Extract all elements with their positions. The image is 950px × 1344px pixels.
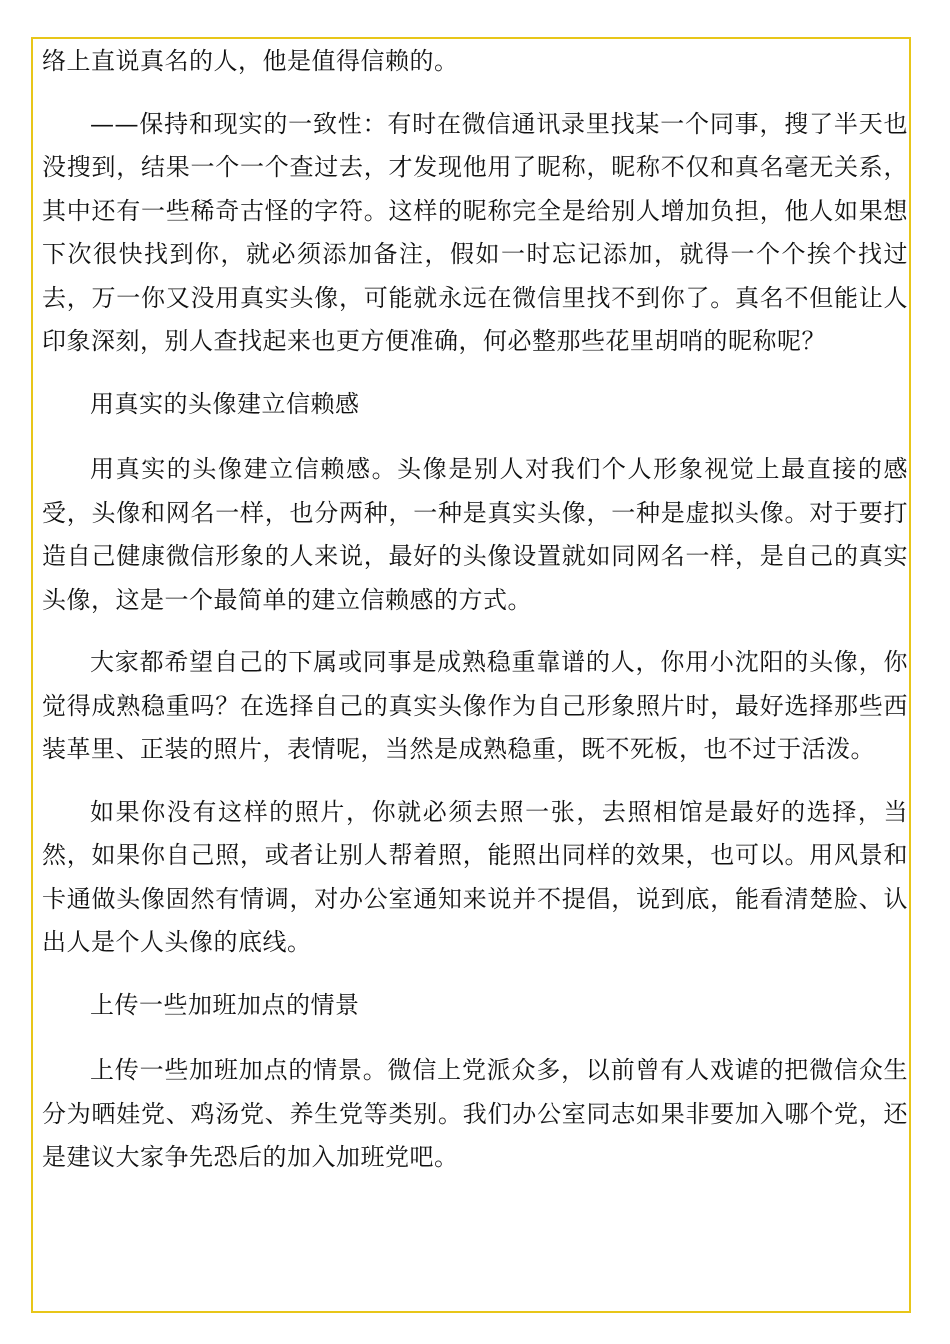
paragraph-continuation: 络上直说真名的人，他是值得信赖的。 xyxy=(42,47,459,75)
section-heading-overtime: 上传一些加班加点的情景 xyxy=(90,990,360,1019)
paragraph-avatar-choice: 大家都希望自己的下属或同事是成熟稳重靠谱的人，你用小沈阳的头像，你觉得成熟稳重吗？在选择自己的真实头像作为自己形象照片时，最好选择那些西装革里、正装的照片，表情呢，当然是成熟稳重，既不死板，也不过于活泼。 xyxy=(42,648,908,763)
section-heading-avatar: 用真实的头像建立信赖感 xyxy=(90,389,360,418)
paragraph-consistency: ——保持和现实的一致性：有时在微信通讯录里找某一个同事，搜了半天也没搜到，结果一个一个查过去，才发现他用了昵称，昵称不仅和真名毫无关系，其中还有一些稀奇古怪的字符。这样的昵称完全是给别人增加负担，他人如果想下次很快找到你，就必须添加备注，假如一时忘记添加，就得一个个挨个找过去，万一你又没用真实头像，可能就永远在微信里找不到你了。真名不但能让人印象深刻，别人查找起来也更方便准确，何必整那些花里胡哨的昵称呢？ xyxy=(42,109,908,355)
paragraph-overtime: 上传一些加班加点的情景。微信上党派众多，以前曾有人戏谑的把微信众生分为晒娃党、鸡汤党、养生党等类别。我们办公室同志如果非要加入哪个党，还是建议大家争先恐后的加入加班党吧。 xyxy=(42,1056,908,1171)
paragraph-avatar-photo: 如果你没有这样的照片，你就必须去照一张，去照相馆是最好的选择，当然，如果你自己照，或者让别人帮着照，能照出同样的效果，也可以。用风景和卡通做头像固然有情调，对办公室通知来说并不提倡，说到底，能看清楚脸、认出人是个人头像的底线。 xyxy=(42,797,908,956)
paragraph-avatar-intro: 用真实的头像建立信赖感。头像是别人对我们个人形象视觉上最直接的感受，头像和网名一样，也分两种，一种是真实头像，一种是虚拟头像。对于要打造自己健康微信形象的人来说，最好的头像设置就如同网名一样，是自己的真实头像，这是一个最简单的建立信赖感的方式。 xyxy=(42,455,908,614)
document-body xyxy=(42,40,908,1199)
